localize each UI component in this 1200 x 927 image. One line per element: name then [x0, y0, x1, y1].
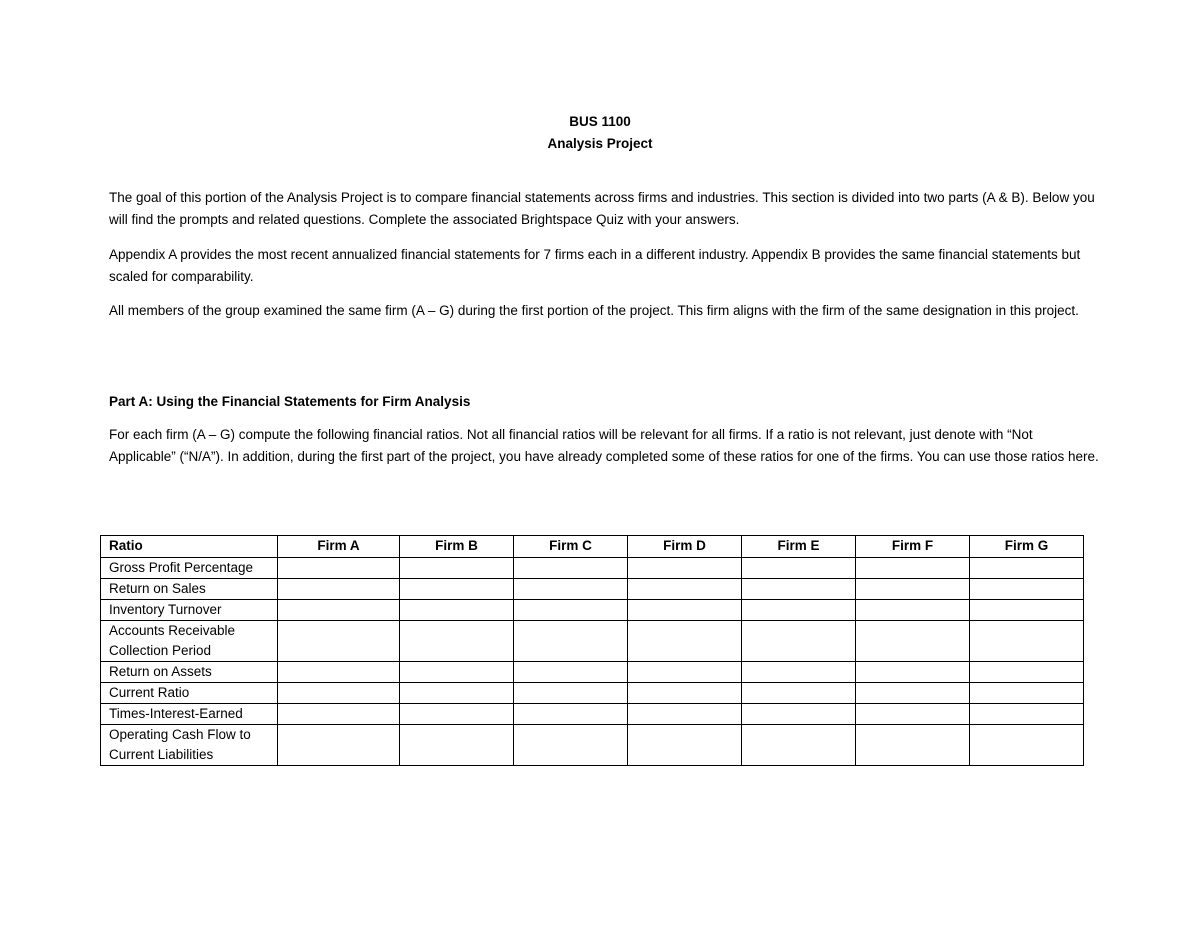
answer-cell[interactable]	[856, 704, 970, 725]
column-header-firm-a: Firm A	[278, 536, 400, 558]
ratio-label-line: Return on Assets	[109, 664, 212, 679]
answer-cell[interactable]	[278, 683, 400, 704]
table-row	[101, 704, 1084, 725]
answer-cell[interactable]	[856, 558, 970, 579]
table-header-row	[101, 536, 1084, 558]
answer-cell[interactable]	[628, 600, 742, 621]
ratio-label	[101, 683, 278, 704]
table-row	[101, 621, 1084, 662]
intro-paragraph-goal: The goal of this portion of the Analysis Project is to compare financial statements across firms and industries. This section is divided into two parts (A & B). Below you will find the prompts and related questions. Complete the associated Brightspace Quiz with your answers.	[109, 190, 1095, 227]
answer-cell[interactable]	[278, 725, 400, 766]
answer-cell[interactable]	[400, 725, 514, 766]
column-header-firm-c: Firm C	[514, 536, 628, 558]
answer-cell[interactable]	[970, 704, 1084, 725]
table-row	[101, 725, 1084, 766]
ratio-label-line: Current Ratio	[109, 685, 190, 700]
answer-cell[interactable]	[514, 725, 628, 766]
ratio-label-line: Times-Interest-Earned	[109, 706, 243, 721]
answer-cell[interactable]	[856, 579, 970, 600]
table-row	[101, 683, 1084, 704]
answer-cell[interactable]	[514, 621, 628, 662]
answer-cell[interactable]	[514, 683, 628, 704]
answer-cell[interactable]	[628, 662, 742, 683]
answer-cell[interactable]	[278, 704, 400, 725]
ratio-label	[101, 704, 278, 725]
answer-cell[interactable]	[742, 621, 856, 662]
table-row	[101, 558, 1084, 579]
answer-cell[interactable]	[856, 621, 970, 662]
answer-cell[interactable]	[742, 683, 856, 704]
ratio-label	[101, 662, 278, 683]
ratio-label-line: Accounts Receivable	[109, 623, 236, 638]
answer-cell[interactable]	[742, 558, 856, 579]
answer-cell[interactable]	[514, 558, 628, 579]
document-title: Analysis Project	[547, 136, 653, 151]
answer-cell[interactable]	[400, 579, 514, 600]
ratio-label	[101, 600, 278, 621]
answer-cell[interactable]	[400, 662, 514, 683]
answer-cell[interactable]	[514, 579, 628, 600]
answer-cell[interactable]	[514, 600, 628, 621]
answer-cell[interactable]	[970, 558, 1084, 579]
ratio-label	[101, 621, 278, 662]
column-header-firm-g: Firm G	[970, 536, 1084, 558]
ratio-label-line: Current Liabilities	[109, 746, 214, 762]
ratio-label-line: Operating Cash Flow to	[109, 727, 251, 742]
answer-cell[interactable]	[278, 579, 400, 600]
answer-cell[interactable]	[970, 725, 1084, 766]
intro-paragraph-firm: All members of the group examined the same firm (A – G) during the first portion of the project. This firm aligns with the firm of the same designation in this project.	[109, 303, 1079, 318]
answer-cell[interactable]	[628, 725, 742, 766]
ratio-label-line: Inventory Turnover	[109, 602, 222, 617]
answer-cell[interactable]	[278, 600, 400, 621]
answer-cell[interactable]	[400, 558, 514, 579]
ratio-label-line: Collection Period	[109, 642, 212, 658]
answer-cell[interactable]	[856, 662, 970, 683]
ratio-table	[100, 535, 1084, 766]
answer-cell[interactable]	[856, 725, 970, 766]
table-row	[101, 662, 1084, 683]
answer-cell[interactable]	[400, 704, 514, 725]
column-header-firm-f: Firm F	[856, 536, 970, 558]
answer-cell[interactable]	[742, 704, 856, 725]
column-header-firm-b: Firm B	[400, 536, 514, 558]
answer-cell[interactable]	[970, 662, 1084, 683]
answer-cell[interactable]	[400, 683, 514, 704]
answer-cell[interactable]	[514, 662, 628, 683]
ratio-label-line: Gross Profit Percentage	[109, 560, 254, 575]
answer-cell[interactable]	[856, 683, 970, 704]
answer-cell[interactable]	[856, 600, 970, 621]
answer-cell[interactable]	[628, 579, 742, 600]
document-header	[0, 111, 1200, 155]
answer-cell[interactable]	[970, 600, 1084, 621]
answer-cell[interactable]	[628, 621, 742, 662]
column-header-firm-e: Firm E	[742, 536, 856, 558]
answer-cell[interactable]	[278, 662, 400, 683]
ratio-label-line: Return on Sales	[109, 581, 206, 596]
answer-cell[interactable]	[628, 704, 742, 725]
answer-cell[interactable]	[628, 683, 742, 704]
answer-cell[interactable]	[514, 704, 628, 725]
ratio-label	[101, 558, 278, 579]
answer-cell[interactable]	[742, 579, 856, 600]
part-a-instructions: For each firm (A – G) compute the following financial ratios. Not all financial ratios will be relevant for all firms. If a ratio is not relevant, just denote with “Not Applicable” (“N/A”). In addition, during the first part of the project, you have already completed some of these ratios for one of the firms. You can use those ratios here.	[109, 427, 1099, 464]
part-a-heading: Part A: Using the Financial Statements for Firm Analysis	[109, 394, 471, 409]
answer-cell[interactable]	[400, 600, 514, 621]
ratio-label	[101, 725, 278, 766]
answer-cell[interactable]	[400, 621, 514, 662]
answer-cell[interactable]	[970, 683, 1084, 704]
answer-cell[interactable]	[278, 558, 400, 579]
answer-cell[interactable]	[970, 579, 1084, 600]
answer-cell[interactable]	[628, 558, 742, 579]
intro-paragraph-appendix: Appendix A provides the most recent annualized financial statements for 7 firms each in a different industry. Appendix B provides the same financial statements but scaled for comparability.	[109, 247, 1081, 284]
course-code: BUS 1100	[569, 114, 631, 129]
answer-cell[interactable]	[970, 621, 1084, 662]
table-row	[101, 600, 1084, 621]
answer-cell[interactable]	[278, 621, 400, 662]
answer-cell[interactable]	[742, 662, 856, 683]
ratio-label	[101, 579, 278, 600]
column-header-ratio: Ratio	[101, 536, 278, 558]
answer-cell[interactable]	[742, 600, 856, 621]
column-header-firm-d: Firm D	[628, 536, 742, 558]
table-row	[101, 579, 1084, 600]
answer-cell[interactable]	[742, 725, 856, 766]
